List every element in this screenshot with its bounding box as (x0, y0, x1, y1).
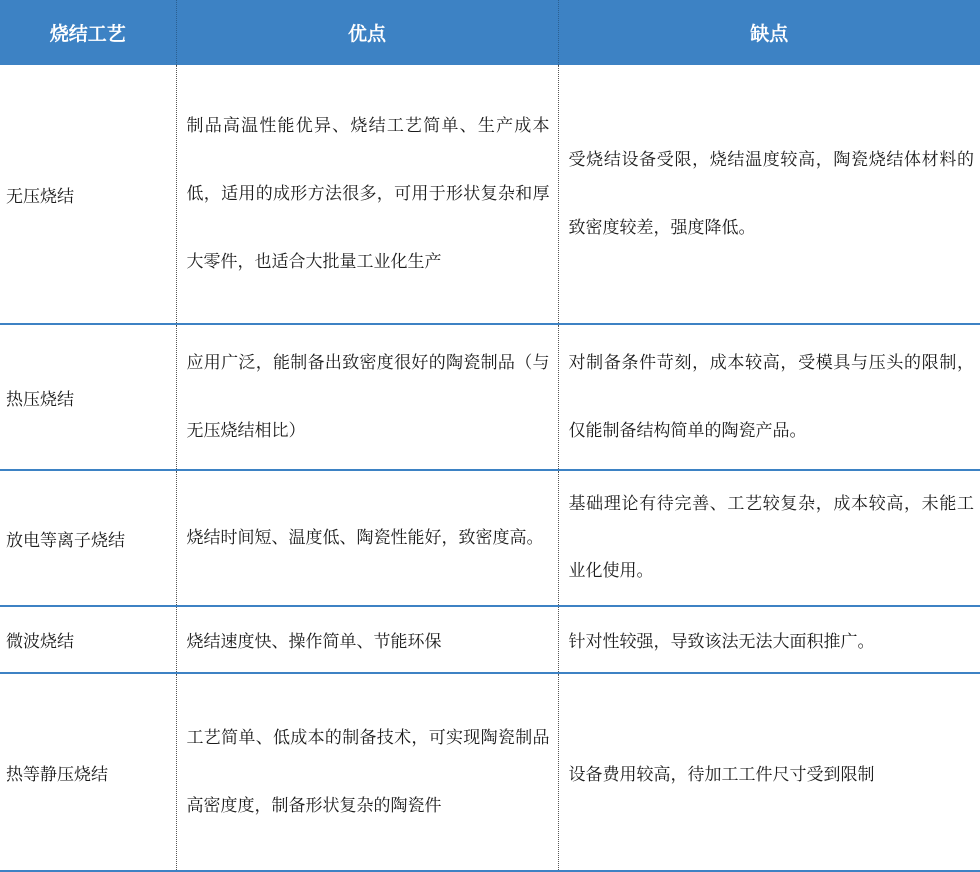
process-cell: 热等静压烧结 (0, 673, 176, 871)
advantages-cell: 工艺简单、低成本的制备技术，可实现陶瓷制品高密度度，制备形状复杂的陶瓷件 (176, 673, 558, 871)
header-disadvantages: 缺点 (558, 0, 980, 65)
disadvantages-cell: 受烧结设备受限，烧结温度较高，陶瓷烧结体材料的致密度较差，强度降低。 (558, 65, 980, 324)
table-row (0, 324, 980, 470)
process-cell: 放电等离子烧结 (0, 470, 176, 606)
table-row (0, 673, 980, 871)
process-cell: 微波烧结 (0, 606, 176, 673)
advantages-cell: 烧结时间短、温度低、陶瓷性能好，致密度高。 (176, 470, 558, 606)
header-advantages: 优点 (176, 0, 558, 65)
disadvantages-cell: 基础理论有待完善、工艺较复杂，成本较高，未能工业化使用。 (558, 470, 980, 606)
disadvantages-cell: 对制备条件苛刻，成本较高，受模具与压头的限制，仅能制备结构简单的陶瓷产品。 (558, 324, 980, 470)
header-process: 烧结工艺 (0, 0, 176, 65)
table-row (0, 65, 980, 324)
header-row (0, 0, 980, 65)
advantages-cell: 烧结速度快、操作简单、节能环保 (176, 606, 558, 673)
disadvantages-cell: 设备费用较高，待加工工件尺寸受到限制 (558, 673, 980, 871)
table-row (0, 606, 980, 673)
table-row (0, 470, 980, 606)
disadvantages-cell: 针对性较强，导致该法无法大面积推广。 (558, 606, 980, 673)
advantages-cell: 制品高温性能优异、烧结工艺简单、生产成本低，适用的成形方法很多，可用于形状复杂和厚大零件，也适合大批量工业化生产 (176, 65, 558, 324)
advantages-cell: 应用广泛，能制备出致密度很好的陶瓷制品（与无压烧结相比） (176, 324, 558, 470)
process-cell: 热压烧结 (0, 324, 176, 470)
process-cell: 无压烧结 (0, 65, 176, 324)
